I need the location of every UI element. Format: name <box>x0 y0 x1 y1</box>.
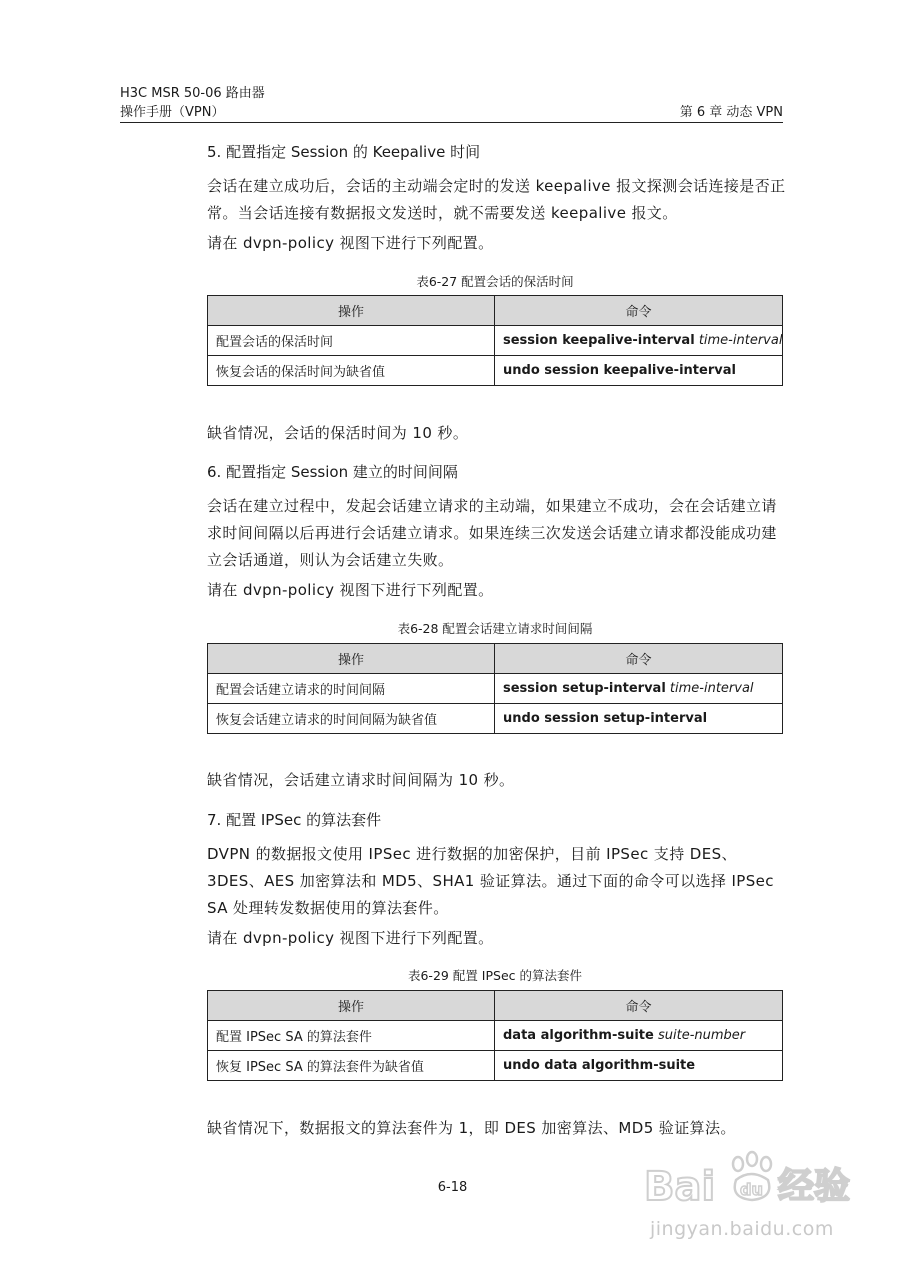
header-divider <box>120 122 783 123</box>
operation-cell: 配置会话的保活时间 <box>208 326 495 356</box>
command-keyword: undo session setup-interval <box>503 711 708 726</box>
table-caption: 表6-27 配置会话的保活时间 <box>416 274 574 289</box>
table-row <box>208 704 783 734</box>
table-row <box>208 1021 783 1051</box>
command-keyword: session keepalive-interval <box>503 333 695 348</box>
section-title: 6. 配置指定 Session 建立的时间间隔 <box>207 463 458 481</box>
command-keyword: data algorithm-suite <box>503 1028 654 1043</box>
section-title: 7. 配置 IPSec 的算法套件 <box>207 811 382 829</box>
command-table <box>207 295 783 386</box>
header-manual: 操作手册（VPN） <box>120 105 225 120</box>
operation-cell: 恢复会话建立请求的时间间隔为缺省值 <box>208 704 495 734</box>
table-row <box>208 326 783 356</box>
table-caption: 表6-29 配置 IPSec 的算法套件 <box>407 968 582 983</box>
header-product: H3C MSR 50-06 路由器 <box>120 86 265 101</box>
command-keyword: undo session keepalive-interval <box>503 363 736 378</box>
column-header-command: 命令 <box>495 991 783 1021</box>
svg-text:Bai: Bai <box>644 1164 716 1210</box>
table-row <box>208 356 783 386</box>
column-header-operation: 操作 <box>208 644 495 674</box>
operation-cell: 配置会话建立请求的时间间隔 <box>208 674 495 704</box>
paw-logo-icon <box>640 1150 855 1214</box>
command-cell <box>495 356 783 386</box>
command-cell <box>495 674 783 704</box>
column-header-command: 命令 <box>495 296 783 326</box>
command-cell <box>495 1021 783 1051</box>
paragraph: DVPN 的数据报文使用 IPSec 进行数据的加密保护，目前 IPSec 支持 DES、3DES、AES 加密算法和 MD5、SHA1 验证算法。通过下面的命令可以选择 IPSec SA 处理转发数据使用的算法套件。 <box>207 845 774 917</box>
svg-text:du: du <box>740 1180 763 1199</box>
command-argument: time-interval <box>698 333 783 348</box>
command-argument: suite-number <box>657 1028 746 1043</box>
command-cell <box>495 326 783 356</box>
operation-cell: 配置 IPSec SA 的算法套件 <box>208 1021 495 1051</box>
note: 缺省情况，会话建立请求时间间隔为 10 秒。 <box>207 771 515 789</box>
paragraph: 请在 dvpn-policy 视图下进行下列配置。 <box>207 929 494 947</box>
table-row <box>208 674 783 704</box>
command-cell <box>495 1051 783 1081</box>
paragraph: 会话在建立成功后，会话的主动端会定时的发送 keepalive 报文探测会话连接是否正常。当会话连接有数据报文发送时，就不需要发送 keepalive 报文。 <box>207 177 786 222</box>
svg-text:经验: 经验 <box>778 1166 851 1207</box>
header-chapter: 第 6 章 动态 VPN <box>679 105 783 120</box>
note: 缺省情况下，数据报文的算法套件为 1，即 DES 加密算法、MD5 验证算法。 <box>207 1119 736 1137</box>
watermark-url: jingyan.baidu.com <box>650 1218 834 1240</box>
command-cell <box>495 704 783 734</box>
paragraph: 会话在建立过程中，发起会话建立请求的主动端，如果建立不成功，会在会话建立请求时间间隔以后再进行会话建立请求。如果连续三次发送会话建立请求都没能成功建立会话通道，则认为会话建立失败。 <box>207 497 777 569</box>
table-header-row <box>208 991 783 1021</box>
paragraph: 请在 dvpn-policy 视图下进行下列配置。 <box>207 234 494 252</box>
command-table <box>207 643 783 734</box>
column-header-operation: 操作 <box>208 296 495 326</box>
table-caption: 表6-28 配置会话建立请求时间间隔 <box>397 621 593 636</box>
operation-cell: 恢复 IPSec SA 的算法套件为缺省值 <box>208 1051 495 1081</box>
note: 缺省情况，会话的保活时间为 10 秒。 <box>207 424 469 442</box>
section-title: 5. 配置指定 Session 的 Keepalive 时间 <box>207 143 481 161</box>
column-header-operation: 操作 <box>208 991 495 1021</box>
table-header-row <box>208 644 783 674</box>
table-row <box>208 1051 783 1081</box>
table-header-row <box>208 296 783 326</box>
command-argument: time-interval <box>669 681 754 696</box>
command-keyword: undo data algorithm-suite <box>503 1058 696 1073</box>
command-table <box>207 990 783 1081</box>
operation-cell: 恢复会话的保活时间为缺省值 <box>208 356 495 386</box>
page-number: 6-18 <box>437 1180 468 1195</box>
paragraph: 请在 dvpn-policy 视图下进行下列配置。 <box>207 581 494 599</box>
column-header-command: 命令 <box>495 644 783 674</box>
command-keyword: session setup-interval <box>503 681 666 696</box>
baidu-jingyan-watermark-logo <box>640 1150 855 1218</box>
